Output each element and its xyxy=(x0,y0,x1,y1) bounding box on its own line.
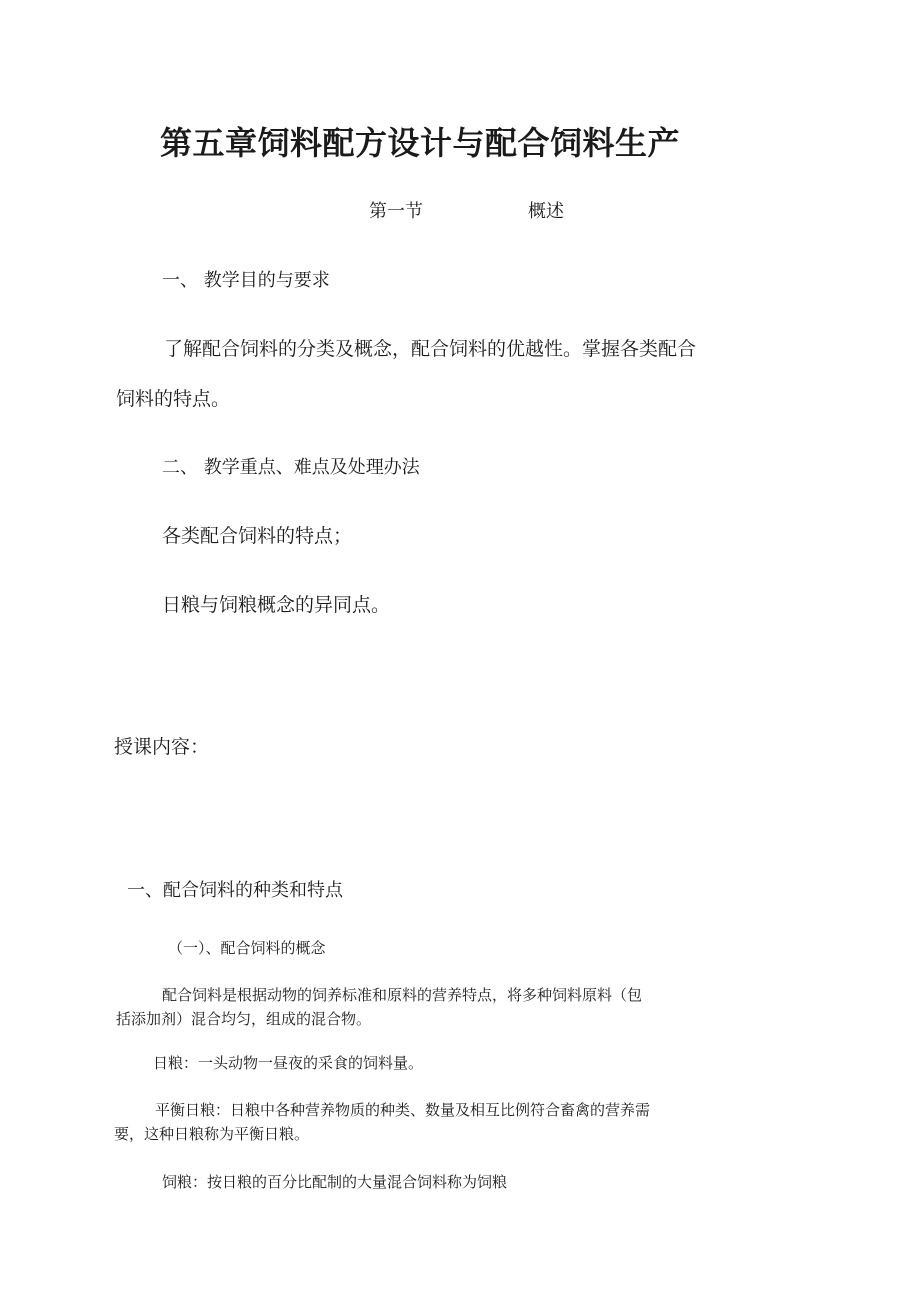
content-label: 授课内容： xyxy=(114,736,210,758)
def-balanced-ration-line1: 平衡日粮：日粮中各种营养物质的种类、数量及相互比例符合畜禽的营养需 xyxy=(155,1101,651,1119)
part1-subheading: （一）、配合饲料的概念 xyxy=(168,939,326,957)
def-feed-ration: 饲粮：按日粮的百分比配制的大量混合饲料称为饲粮 xyxy=(162,1173,508,1191)
key-points-heading: 二、 教学重点、难点及处理办法 xyxy=(162,457,420,478)
objectives-text-line1: 了解配合饲料的分类及概念，配合饲料的优越性。掌握各类配合 xyxy=(164,338,697,360)
def-daily-ration: 日粮：一头动物一昼夜的采食的饲料量。 xyxy=(153,1054,424,1072)
section-name: 概述 xyxy=(528,201,564,222)
def-balanced-ration-line2: 要，这种日粮称为平衡日粮。 xyxy=(114,1125,310,1143)
key-point-item-1: 各类配合饲料的特点； xyxy=(162,525,353,547)
part1-heading: 一、配合饲料的种类和特点 xyxy=(127,880,343,901)
section-number: 第一节 xyxy=(369,201,423,222)
def-compound-feed-line2: 括添加剂）混合均匀，组成的混合物。 xyxy=(116,1010,372,1028)
def-compound-feed-line1: 配合饲料是根据动物的饲养标准和原料的营养特点，将多种饲料原料（包 xyxy=(162,986,643,1004)
objectives-text-line2: 饲料的特点。 xyxy=(116,388,231,410)
key-point-item-2: 日粮与饲粮概念的异同点。 xyxy=(162,594,391,616)
objectives-heading: 一、 教学目的与要求 xyxy=(162,270,330,291)
chapter-title: 第五章饲料配方设计与配合饲料生产 xyxy=(160,124,681,162)
